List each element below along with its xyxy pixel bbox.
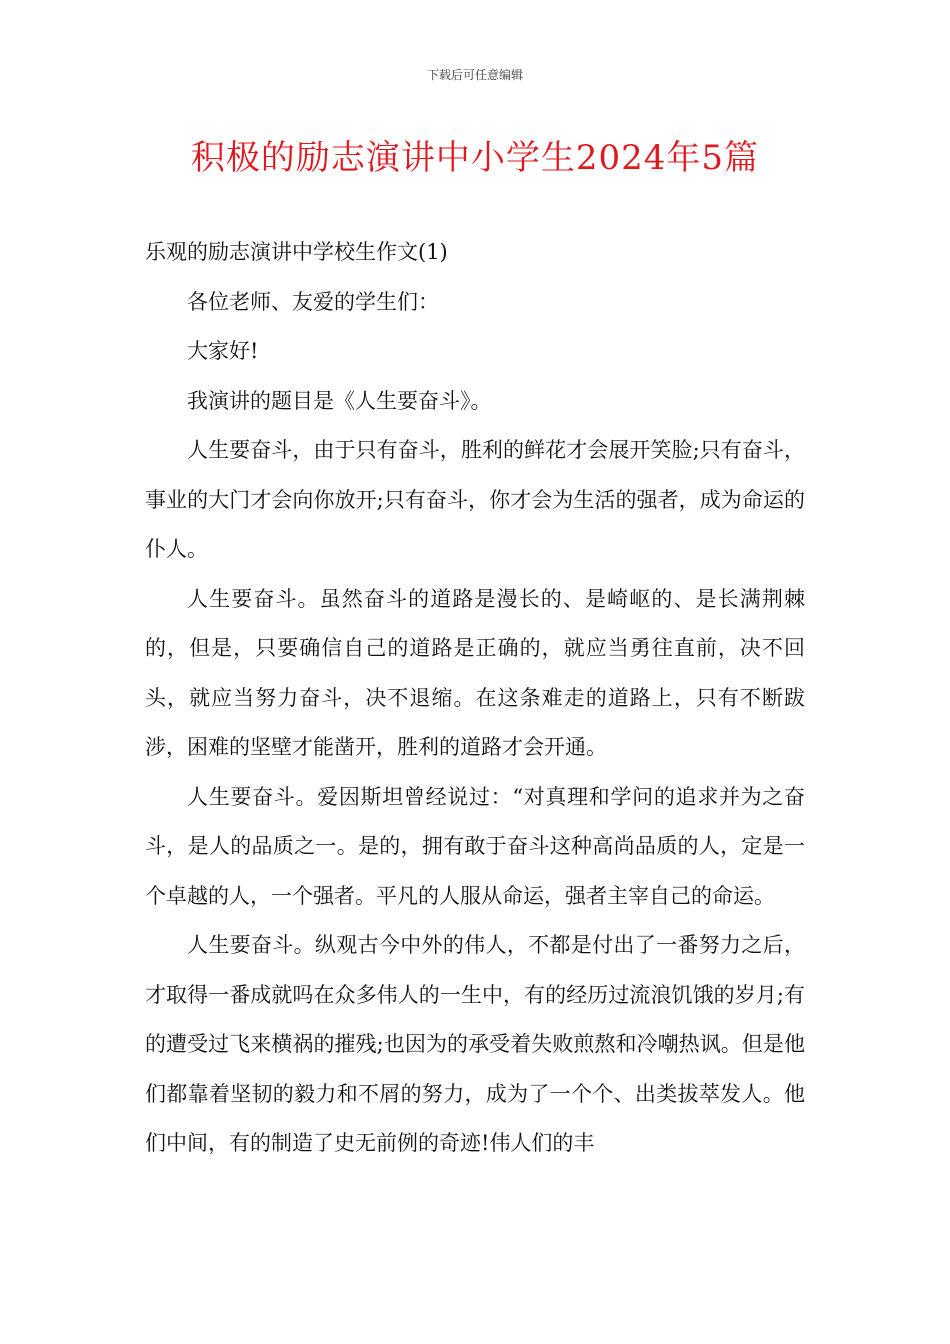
paragraph-4: 人生要奋斗。纵观古今中外的伟人，不都是付出了一番努力之后，才取得一番成就吗在众多伟人的一生中，有的经历过流浪饥饿的岁月;有的遭受过飞来横祸的摧残;也因为的承受着失败煎熬和冷嘲热讽。但是他们都靠着坚韧的毅力和不屑的努力，成为了一个个、出类拔萃发人。他们中间，有的制造了史无前例的奇迹!伟人们的丰 [145,933,805,1155]
paragraph-hello: 大家好! [187,339,259,363]
paragraph-greeting: 各位老师、友爱的学生们： [187,289,439,314]
document-body [145,228,805,1169]
document-title: 积极的励志演讲中小学生2024年5篇 [190,138,760,178]
paragraph-3: 人生要奋斗。爱因斯坦曾经说过：“对真理和学问的追求并为之奋斗，是人的品质之一。是的，拥有敢于奋斗这种高尚品质的人，定是一个卓越的人，一个强者。平凡的人服从命运，强者主宰自己的命运。 [145,784,805,908]
section-title: 乐观的励志演讲中学校生作文(1) [145,240,448,264]
header-note: 下载后可任意编辑 [426,68,523,82]
paragraph-topic: 我演讲的题目是《人生要奋斗》。 [187,388,492,413]
paragraph-1: 人生要奋斗，由于只有奋斗，胜利的鲜花才会展开笑脸;只有奋斗，事业的大门才会向你放开;只有奋斗，你才会为生活的强者，成为命运的仆人。 [145,438,805,561]
paragraph-2: 人生要奋斗。虽然奋斗的道路是漫长的、是崎岖的、是长满荆棘的，但是，只要确信自己的道路是正确的，就应当勇往直前，决不回头，就应当努力奋斗，决不退缩。在这条难走的道路上，只有不断跋涉，困难的坚壁才能凿开，胜利的道路才会开通。 [145,586,805,759]
